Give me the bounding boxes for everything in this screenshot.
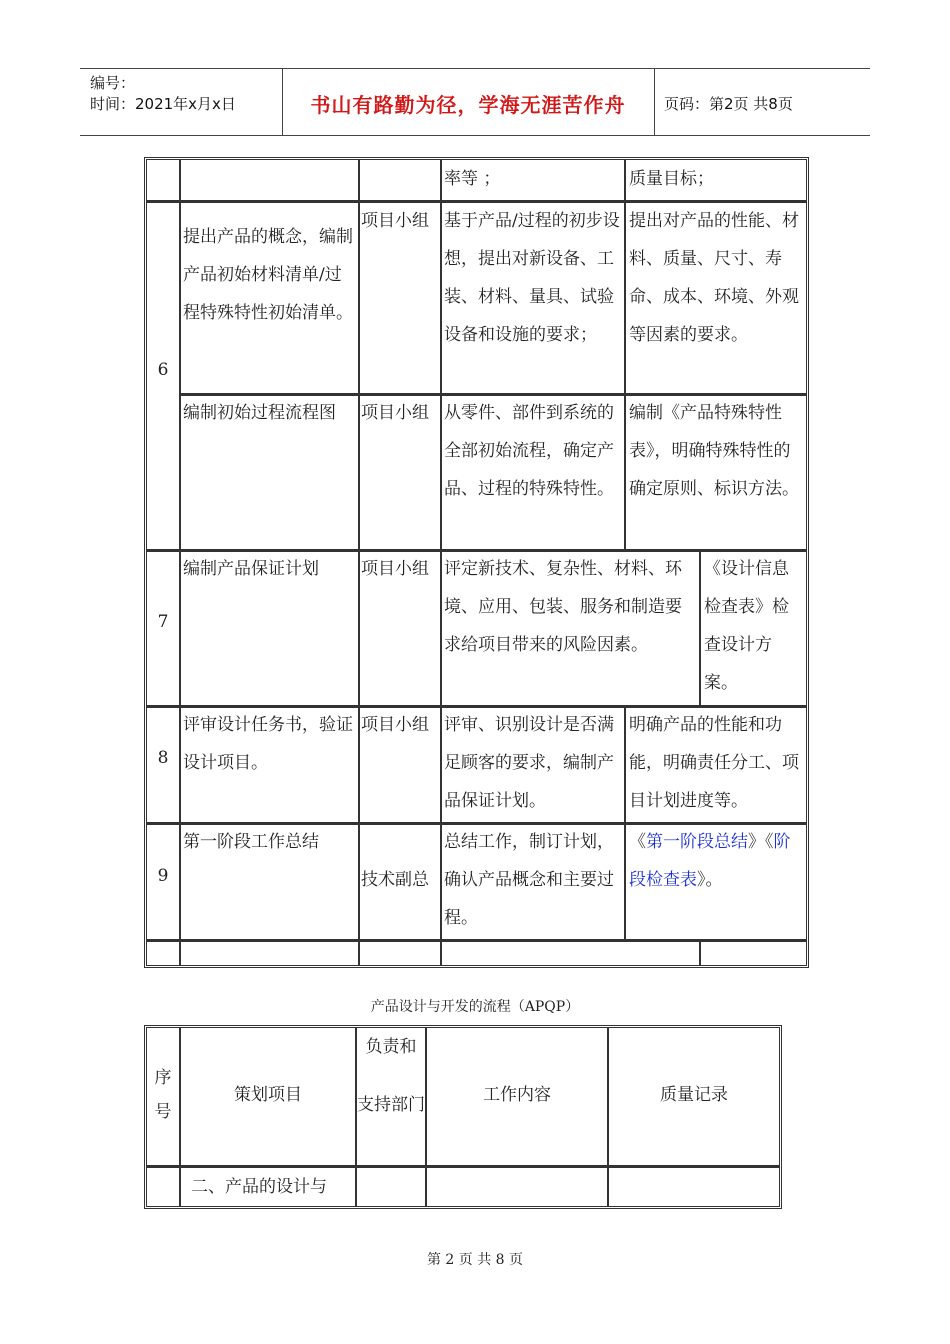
number-label: 编号： — [90, 74, 136, 92]
header-dept-line: 负责和 — [365, 1037, 417, 1057]
header-left — [90, 73, 236, 115]
record-text: 》《 — [748, 832, 774, 852]
table-cell-content: 基于产品/过程的初步设想，提出对新设备、工装、材料、量具、试验设备和设施的要求； — [444, 211, 620, 345]
header-page-info: 页码：第2页 共8页 — [664, 95, 793, 113]
table-cell-content: 率等 ； — [444, 169, 501, 189]
table-cell-item: 提出产品的概念，编制产品初始材料清单/过程特殊特性初始清单。 — [183, 227, 353, 323]
table-gridline — [358, 160, 360, 965]
page-footer: 第 2 页 共 8 页 — [426, 1252, 524, 1268]
header-divider — [654, 69, 655, 135]
record-text: 》。 — [697, 870, 723, 890]
table-cell-record — [629, 823, 804, 899]
header-item: 策划项目 — [234, 1085, 302, 1105]
header-motto: 书山有路勤为径，学海无涯苦作舟 — [310, 93, 626, 117]
table-cell-record: 《设计信息检查表》检查设计方案。 — [704, 559, 789, 693]
date-label: 时间：2021年x月x日 — [90, 95, 236, 113]
table-gridline — [440, 160, 442, 965]
header-content: 工作内容 — [483, 1085, 551, 1105]
table-cell-dept: 项目小组 — [361, 715, 429, 735]
table-cell-item: 编制产品保证计划 — [183, 559, 319, 579]
stage-summary-link[interactable]: 第一阶段总结 — [646, 832, 748, 852]
table-cell-record: 明确产品的性能和功能，明确责任分工、项目计划进度等。 — [629, 715, 799, 811]
table-cell-record: 编制《产品特殊特性表》，明确特殊特性的确定原则、标识方法。 — [629, 403, 799, 499]
row-number: 8 — [157, 748, 169, 768]
table-gridline — [699, 550, 701, 706]
table-gridline — [699, 940, 701, 965]
table-cell-item: 二、产品的设计与 — [191, 1177, 327, 1197]
table-gridline — [425, 1028, 427, 1206]
page-header — [80, 68, 870, 136]
table-gridline — [179, 160, 181, 965]
table-cell-content: 从零件、部件到系统的全部初始流程，确定产品、过程的特殊特性。 — [444, 403, 614, 499]
record-text: 《 — [629, 832, 646, 852]
row-number: 6 — [157, 360, 169, 380]
table-cell-item: 评审设计任务书，验证设计项目。 — [183, 715, 353, 773]
header-dept — [357, 1030, 425, 1122]
table-cell-content: 评定新技术、复杂性、材料、环境、应用、包装、服务和制造要求给项目带来的风险因素。 — [444, 559, 682, 655]
header-no: 序号 — [154, 1068, 172, 1122]
table-cell-record: 提出对产品的性能、材料、质量、尺寸、寿命、成本、环境、外观等因素的要求。 — [629, 211, 799, 345]
table-cell-item: 编制初始过程流程图 — [183, 403, 336, 423]
table-cell-content: 总结工作，制订计划，确认产品概念和主要过程。 — [444, 832, 614, 928]
table-caption: 产品设计与开发的流程（APQP） — [370, 999, 580, 1015]
row-number: 9 — [157, 866, 169, 886]
table-gridline — [179, 1028, 181, 1206]
table-cell-dept: 项目小组 — [361, 559, 429, 579]
table-cell-dept: 技术副总 — [361, 870, 429, 890]
apqp-table — [144, 1025, 782, 1209]
table-gridline — [147, 939, 806, 942]
row-number: 7 — [157, 612, 169, 632]
table-cell-item: 第一阶段工作总结 — [183, 832, 319, 852]
table-gridline — [607, 1028, 609, 1206]
header-record: 质量记录 — [660, 1085, 728, 1105]
table-cell-content: 评审、识别设计是否满足顾客的要求，编制产品保证计划。 — [444, 715, 614, 811]
table-cell-record: 质量目标； — [629, 169, 714, 189]
header-dept-line: 支持部门 — [357, 1095, 425, 1115]
stage-checklist-link[interactable]: 阶段检查表 — [629, 832, 791, 890]
process-table — [144, 157, 809, 968]
table-gridline — [624, 160, 626, 550]
table-cell-dept: 项目小组 — [361, 403, 429, 423]
table-cell-dept: 项目小组 — [361, 211, 429, 231]
